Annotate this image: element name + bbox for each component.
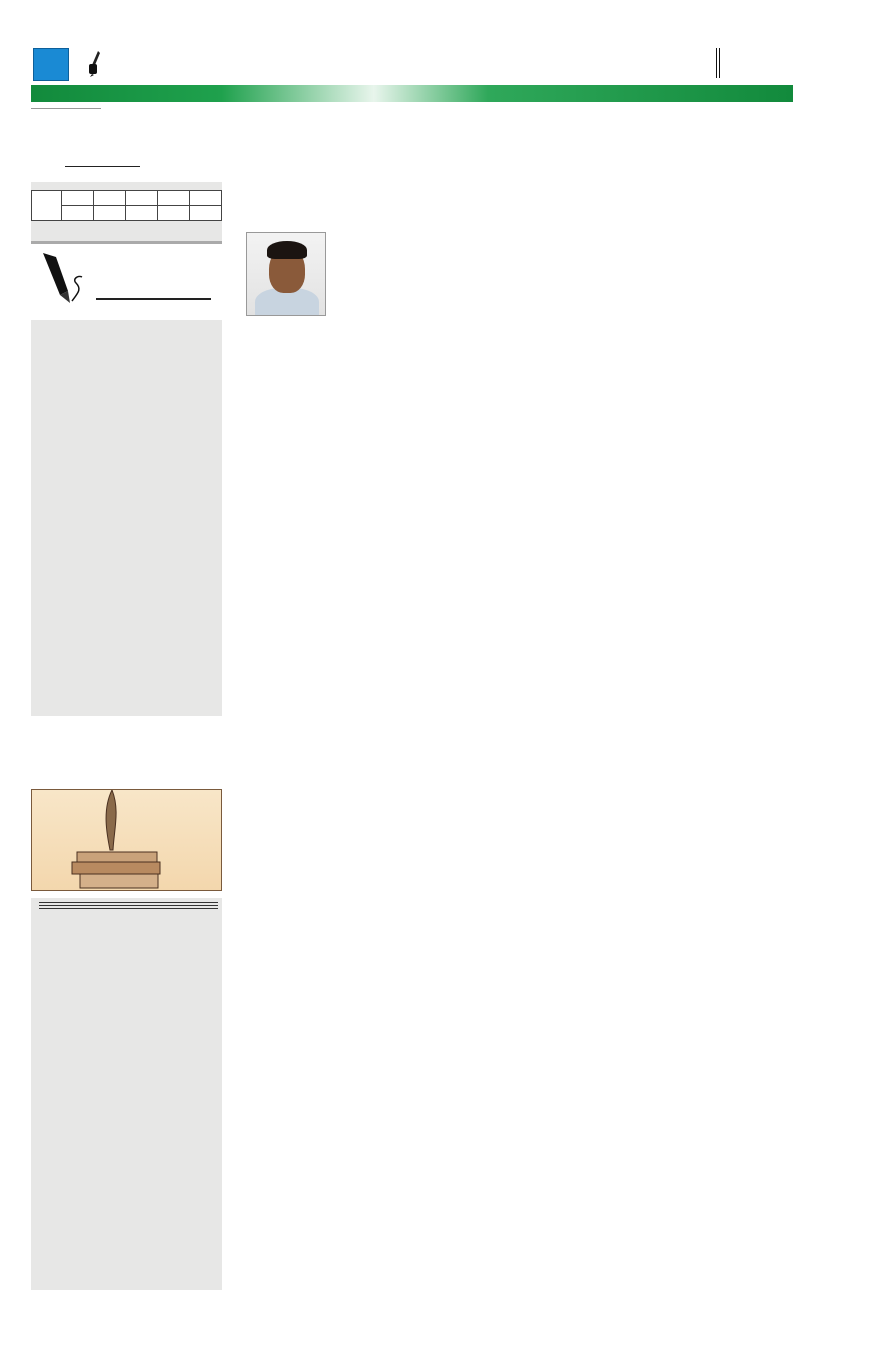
editorial-body [39,333,214,668]
books-quill-illustration [52,790,162,891]
editorial-label-rule [96,298,211,300]
quran-title-wrap [31,108,101,109]
header-divider [716,48,720,78]
prayer-time-fajr [62,206,94,221]
births-heading [35,905,218,906]
editorial-box [31,320,222,716]
deaths-heading [35,908,218,909]
header-green-bar [31,85,793,102]
prayer-col-isha [190,191,222,206]
on-this-day-banner [31,789,222,891]
prayer-row-label [32,191,62,221]
page-number-badge [33,48,69,81]
article1-col1 [333,232,560,449]
prayer-time-maghrib [158,206,190,221]
prayer-col-fajr [62,191,94,206]
article1-intro [333,108,560,144]
prayer-times-table [31,190,222,221]
pen-icon [86,51,102,77]
prayer-col-zuhr [94,191,126,206]
prayer-col-asr [126,191,158,206]
prayer-time-zuhr [94,206,126,221]
prayer-time-isha [190,206,222,221]
prayer-time-asr [126,206,158,221]
events-box [31,898,222,1290]
article1-author-photo [246,232,326,316]
prayer-col-maghrib [158,191,190,206]
quran-rule [65,166,140,167]
quran-body [31,128,222,162]
prayer-times-title [31,182,222,190]
fountain-pen-icon [38,253,88,308]
prayer-times-box [31,182,222,244]
article1-col2 [566,108,794,449]
events-heading [35,902,218,903]
